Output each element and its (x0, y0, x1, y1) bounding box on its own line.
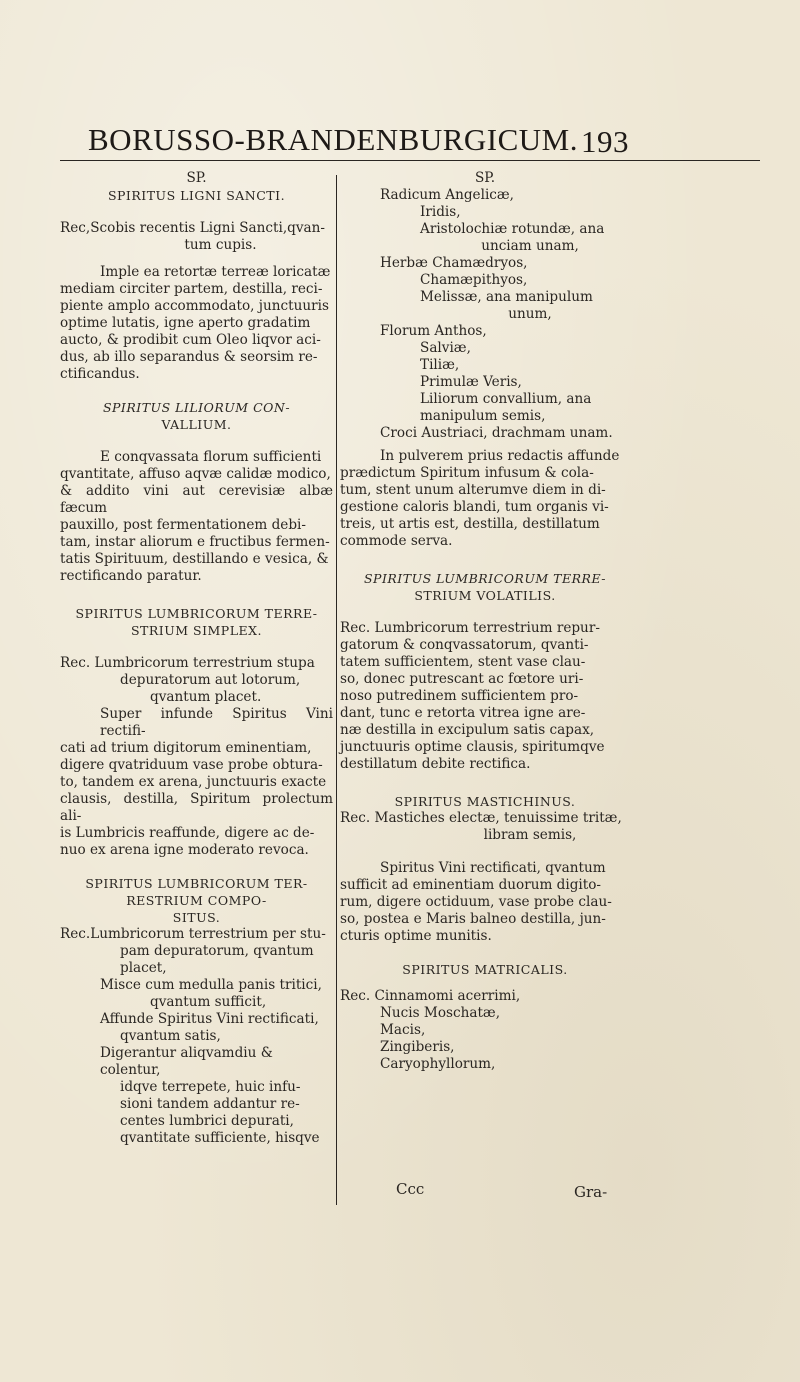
right-column-line: STRIUM VOLATILIS. (414, 588, 556, 603)
left-column-line: SPIRITUS LIGNI SANCTI. (107, 188, 286, 203)
right-column-line (340, 604, 630, 620)
right-column-line: commode serva. (340, 533, 453, 549)
right-column-line: Iridis, (420, 204, 461, 220)
left-column-line: optime lutatis, igne aperto gradatim (60, 315, 311, 331)
left-column (60, 170, 333, 1147)
signature-mark: Ccc (396, 1180, 425, 1198)
left-column-line (60, 433, 333, 449)
left-column-line: dus, ab illo separandus & seorsim re- (60, 349, 318, 365)
left-column-line: nuo ex arena igne moderato revoca. (60, 842, 309, 858)
right-column-line: unciam unam, (481, 238, 579, 254)
right-column-line: SP. (474, 170, 496, 186)
left-column-line: digere qvatriduum vase probe obtura- (60, 757, 323, 773)
left-column-line: STRIUM SIMPLEX. (130, 623, 263, 638)
left-column-line: SPIRITUS LUMBRICORUM TER- (85, 876, 308, 891)
left-column-line: is Lumbricis reaffunde, digere ac de- (60, 825, 315, 841)
left-column-line: to, tandem ex arena, junctuuris exacte (60, 774, 327, 790)
right-column-line: tatem sufficientem, stent vase clau- (340, 654, 586, 670)
right-column-line: SPIRITUS MATRICALIS. (402, 962, 568, 977)
catchword: Gra- (574, 1183, 608, 1201)
left-column-line: Imple ea retortæ terreæ loricatæ (100, 264, 331, 280)
left-column-line: tatis Spirituum, destillando e vesica, & (60, 551, 329, 567)
left-column-line: qvantitate sufficiente, hisqve (120, 1130, 320, 1146)
running-title: BORUSSO-BRANDENBURGICUM. (88, 122, 578, 157)
right-column-line: Salviæ, (420, 340, 471, 356)
right-column-line: rum, digere octiduum, vase probe clau- (340, 894, 612, 910)
right-column-line (340, 978, 630, 988)
left-column-line: centes lumbrici depurati, (120, 1113, 294, 1129)
right-column-line: destillatum debite rectifica. (340, 756, 531, 772)
right-column-line: Radicum Angelicæ, (380, 187, 515, 203)
left-column-line (60, 383, 333, 399)
right-column-line: Spiritus Vini rectificati, qvantum (380, 860, 606, 876)
right-column-line: Aristolochiæ rotundæ, ana (420, 221, 605, 237)
left-column-line: rectificando paratur. (60, 568, 202, 584)
right-column-line (340, 550, 630, 570)
left-column-line: qvantum placet. (150, 689, 262, 705)
right-column-line: SPIRITUS MASTICHINUS. (394, 794, 576, 809)
right-column-line: Liliorum convallium, ana (420, 391, 592, 407)
left-column-line: SP. (186, 170, 207, 186)
right-column-line: so, donec putrescant ac fœtore uri- (340, 671, 584, 687)
right-column-line: In pulverem prius redactis affunde (380, 448, 620, 464)
right-column-line: cturis optime munitis. (340, 928, 492, 944)
column-divider (336, 175, 337, 1205)
left-column-line: SPIRITUS LUMBRICORUM TERRE- (75, 606, 318, 621)
right-column-line: sufficit ad eminentiam duorum digito- (340, 877, 602, 893)
right-column-line: Melissæ, ana manipulum (420, 289, 593, 305)
right-column-line: treis, ut artis est, destilla, destillatum (340, 516, 600, 532)
left-column-line: pauxillo, post fermentationem debi- (60, 517, 306, 533)
left-column-line: SITUS. (172, 910, 221, 925)
right-column-line: Herbæ Chamædryos, (380, 255, 528, 271)
right-column-line: Rec. Lumbricorum terrestrium repur- (340, 620, 600, 636)
left-column-line (60, 254, 333, 264)
right-column-line (340, 945, 630, 961)
left-column-line: & addito vini aut cerevisiæ albæ fæcum (60, 483, 333, 516)
right-column-line: Chamæpithyos, (420, 272, 528, 288)
page-number: 193 (581, 124, 629, 159)
right-column-line: Primulæ Veris, (420, 374, 522, 390)
right-column-line: Caryophyllorum, (380, 1056, 496, 1072)
left-column-line: aucto, & prodibit cum Oleo liqvor aci- (60, 332, 321, 348)
right-column-line: prædictum Spiritum infusum & cola- (340, 465, 594, 481)
left-column-line: VALLIUM. (161, 417, 232, 432)
right-column-line: Florum Anthos, (380, 323, 487, 339)
left-column-line: piente amplo accommodato, junctuuris (60, 298, 329, 314)
left-column-line (60, 639, 333, 655)
left-column-line: Digerantur aliqvamdiu & colentur, (100, 1045, 273, 1078)
right-column-line: so, postea e Maris balneo destilla, jun- (340, 911, 606, 927)
right-column-line: Rec. Cinnamomi acerrimi, (340, 988, 521, 1004)
right-column-line: Tiliæ, (420, 357, 460, 373)
right-column-line: næ destilla in excipulum satis capax, (340, 722, 595, 738)
left-column-line: RESTRIUM COMPO- (126, 893, 267, 908)
right-column-line (340, 773, 630, 793)
left-column-line: Rec. Lumbricorum terrestrium stupa (60, 655, 315, 671)
right-column-line: manipulum semis, (420, 408, 546, 424)
right-column-line: Nucis Moschatæ, (380, 1005, 501, 1021)
right-column-line: Rec. Mastiches electæ, tenuissime tritæ, (340, 810, 622, 826)
right-column-line: Croci Austriaci, drachmam unam. (380, 425, 613, 441)
left-column-line: qvantitate, affuso aqvæ calidæ modico, (60, 466, 331, 482)
right-column-line: gatorum & conqvassatorum, qvanti- (340, 637, 589, 653)
left-column-line: Affunde Spiritus Vini rectificati, (100, 1011, 319, 1027)
right-column-line: noso putredinem sufficientem pro- (340, 688, 579, 704)
right-column-line: SPIRITUS LUMBRICORUM TERRE- (363, 571, 607, 586)
left-column-line: Super infunde Spiritus Vini rectifi- (100, 706, 333, 739)
left-column-line: idqve terrepete, huic infu- (120, 1079, 301, 1095)
left-column-line: tum cupis. (184, 237, 257, 253)
left-column-line: qvantum satis, (120, 1028, 221, 1044)
left-column-line: depuratorum aut lotorum, (120, 672, 301, 688)
right-column-line: Zingiberis, (380, 1039, 455, 1055)
left-column-line: Rec,Scobis recentis Ligni Sancti,qvan- (60, 220, 325, 236)
right-column-line: Macis, (380, 1022, 426, 1038)
left-column-line: Misce cum medulla panis tritici, (100, 977, 322, 993)
left-column-line (60, 204, 333, 220)
left-column-line: cati ad trium digitorum eminentiam, (60, 740, 312, 756)
left-column-line (60, 859, 333, 875)
right-column-line (340, 844, 630, 860)
right-column-line: unum, (508, 306, 552, 322)
left-column-line: tam, instar aliorum e fructibus fermen- (60, 534, 330, 550)
running-header (88, 122, 788, 158)
right-column (340, 170, 630, 1073)
left-column-line (60, 585, 333, 605)
left-column-line: sioni tandem addantur re- (120, 1096, 300, 1112)
left-column-line: pam depuratorum, qvantum (120, 943, 314, 959)
left-column-line: placet, (120, 960, 167, 976)
left-column-line: Rec.Lumbricorum terrestrium per stu- (60, 926, 326, 942)
right-column-line: libram semis, (483, 827, 577, 843)
left-column-line: SPIRITUS LILIORUM CON- (102, 400, 291, 415)
left-column-line: ctificandus. (60, 366, 140, 382)
right-column-line: junctuuris optime clausis, spiritumqve (340, 739, 605, 755)
right-column-line: gestione caloris blandi, tum organis vi- (340, 499, 609, 515)
left-column-line: qvantum sufficit, (150, 994, 267, 1010)
right-column-line: dant, tunc e retorta vitrea igne are- (340, 705, 586, 721)
header-rule (60, 160, 760, 161)
left-column-line: clausis, destilla, Spiritum prolectum ali- (60, 791, 333, 824)
right-column-line: tum, stent unum alterumve diem in di- (340, 482, 606, 498)
left-column-line: E conqvassata florum sufficienti (100, 449, 322, 465)
left-column-line: mediam circiter partem, destilla, reci- (60, 281, 323, 297)
